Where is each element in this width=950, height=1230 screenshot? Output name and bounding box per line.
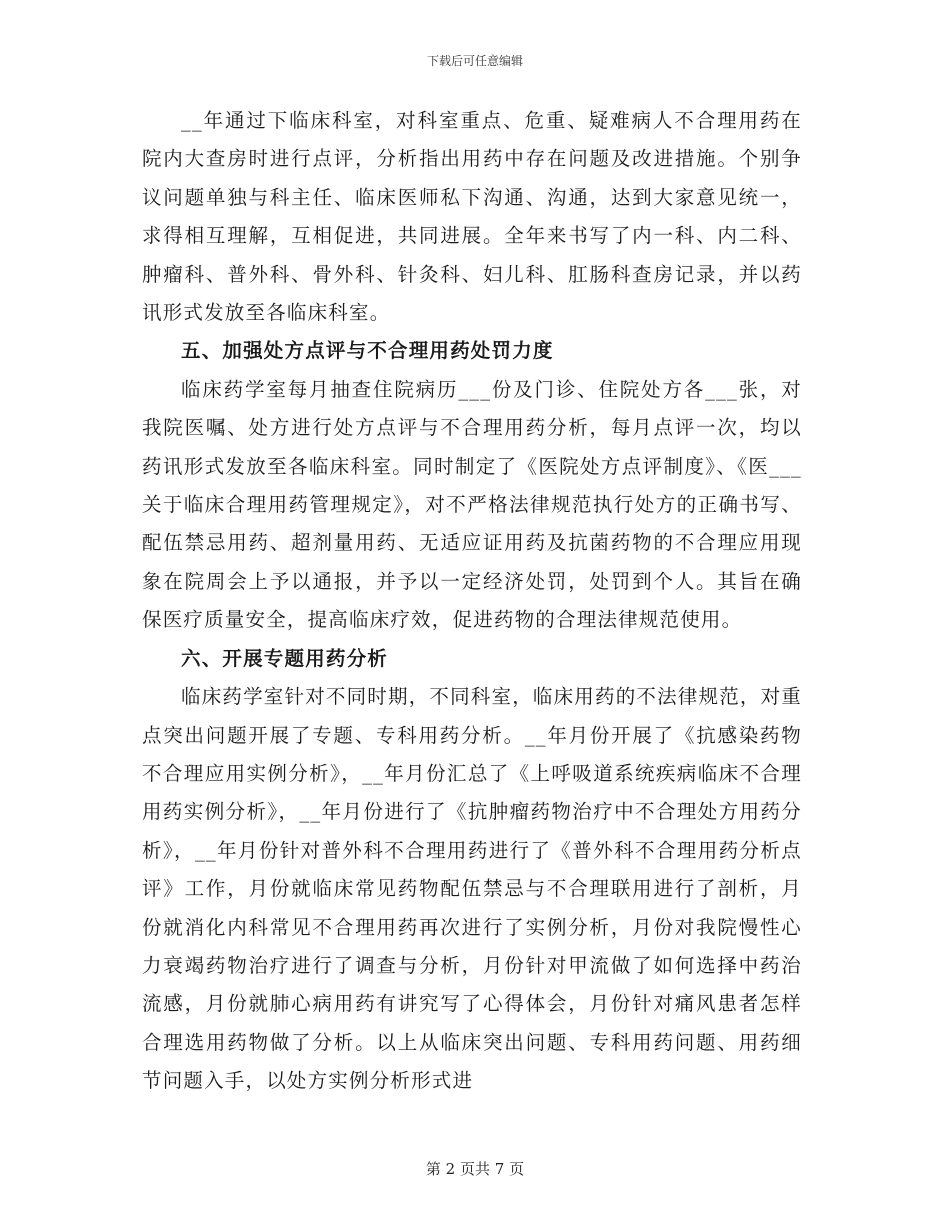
page-footer: 第 2 页共 7 页 bbox=[425, 1160, 525, 1178]
paragraph-prescription-review: 临床药学室每月抽查住院病历___份及门诊、住院处方各___张，对我院医嘱、处方进行处方点评与不合理用药分析，每月点评一次，均以药讯形式发放至各临床科室。同时制定了《医院处方点评制度》、《医___关于临床合理用药管理规定》，对不严格法律规范执行处方的正确书写、配伍禁忌用药、超剂量用药、无适应证用药及抗菌药物的不合理应用现象在院周会上予以通报，并予以一定经济处罚，处罚到个人。其旨在确保医疗质量安全，提高临床疗效，促进药物的合理法律规范使用。 bbox=[142, 377, 802, 632]
page-header: 下载后可任意编辑 bbox=[426, 54, 523, 68]
paragraph-ward-rounds: __年通过下临床科室，对科室重点、危重、疑难病人不合理用药在院内大查房时进行点评，分析指出用药中存在问题及改进措施。个别争议问题单独与科主任、临床医师私下沟通、沟通，达到大家意见统一，求得相互理解，互相促进，共同进展。全年来书写了内一科、内二科、肿瘤科、普外科、骨外科、针灸科、妇儿科、肛肠科查房记录，并以药讯形式发放至各临床科室。 bbox=[142, 109, 802, 325]
section-heading-5: 五、加强处方点评与不合理用药处罚力度 bbox=[181, 339, 554, 363]
section-heading-6: 六、开展专题用药分析 bbox=[181, 646, 389, 670]
paragraph-special-analysis: 临床药学室针对不同时期，不同科室，临床用药的不法律规范，对重点突出问题开展了专题、专科用药分析。__年月份开展了《抗感染药物不合理应用实例分析》，__年月份汇总了《上呼吸道系统疾病临床不合理用药实例分析》，__年月份进行了《抗肿瘤药物治疗中不合理处方用药分析》，__年月份针对普外科不合理用药进行了《普外科不合理用药分析点评》工作，月份就临床常见药物配伍禁忌与不合理联用进行了剖析，月份就消化内科常见不合理用药再次进行了实例分析，月份对我院慢性心力衰竭药物治疗进行了调查与分析，月份针对甲流做了如何选择中药治流感，月份就肺心病用药有讲究写了心得体会，月份针对痛风患者怎样合理选用药物做了分析。以上从临床突出问题、专科用药问题、用药细节问题入手，以处方实例分析形式进 bbox=[142, 685, 803, 1093]
document-body bbox=[142, 102, 802, 1101]
